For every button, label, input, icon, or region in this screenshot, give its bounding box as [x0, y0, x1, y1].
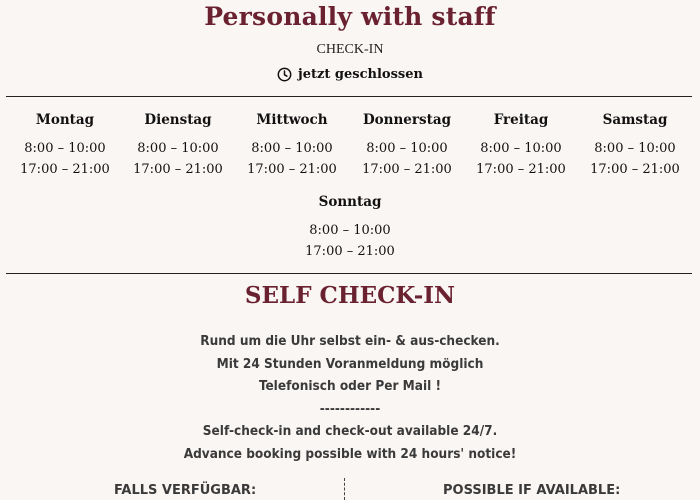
info-line: Rund um die Uhr selbst ein- & aus-checken. — [200, 333, 500, 349]
time-slot-evening: 17:00 – 21:00 — [476, 162, 566, 177]
clock-icon — [277, 67, 292, 82]
info-line: Advance booking possible with 24 hours' notice! — [183, 445, 517, 462]
time-slot-morning: 8:00 – 10:00 — [366, 141, 448, 156]
time-slot-morning: 8:00 – 10:00 — [137, 141, 219, 156]
info-line: Self-check-in and check-out available 24/7. — [202, 423, 498, 440]
schedule-day-tuesday — [123, 112, 233, 180]
time-slot-morning: 8:00 – 10:00 — [24, 141, 106, 156]
divider-top — [6, 96, 692, 97]
time-slot-evening: 17:00 – 21:00 — [590, 162, 680, 177]
checkin-subtitle: CHECK-IN — [316, 42, 384, 57]
time-slot-morning: 8:00 – 10:00 — [594, 141, 676, 156]
schedule-day-wednesday — [237, 112, 347, 180]
day-name: Samstag — [602, 112, 668, 128]
availability-heading-en: POSSIBLE IF AVAILABLE: — [443, 483, 621, 498]
schedule-day-friday — [466, 112, 576, 180]
time-slot-evening: 17:00 – 21:00 — [247, 162, 337, 177]
status-text: jetzt geschlossen — [298, 67, 423, 82]
schedule-day-saturday — [580, 112, 690, 180]
time-slot-morning: 8:00 – 10:00 — [480, 141, 562, 156]
info-line: Telefonisch oder Per Mail ! — [258, 378, 442, 395]
availability-heading-de: FALLS VERFÜGBAR: — [114, 483, 257, 498]
day-name: Mittwoch — [256, 112, 328, 128]
info-line: Mit 24 Stunden Voranmeldung möglich — [216, 355, 484, 372]
day-name: Freitag — [493, 112, 549, 128]
opening-status — [0, 67, 700, 82]
day-name: Donnerstag — [362, 112, 452, 128]
time-slot-morning: 8:00 – 10:00 — [309, 223, 391, 238]
schedule-day-monday — [10, 112, 120, 180]
day-name: Sonntag — [318, 194, 382, 210]
time-slot-evening: 17:00 – 21:00 — [133, 162, 223, 177]
page-title: Personally with staff — [204, 2, 496, 31]
schedule-day-sunday — [295, 194, 405, 262]
self-checkin-info — [0, 330, 700, 466]
time-slot-morning: 8:00 – 10:00 — [251, 141, 333, 156]
time-slot-evening: 17:00 – 21:00 — [20, 162, 110, 177]
schedule-day-thursday — [352, 112, 462, 180]
column-divider — [344, 478, 345, 500]
self-checkin-title: SELF CHECK-IN — [244, 282, 456, 309]
time-slot-evening: 17:00 – 21:00 — [305, 244, 395, 259]
time-slot-evening: 17:00 – 21:00 — [362, 162, 452, 177]
day-name: Montag — [35, 112, 95, 128]
day-name: Dienstag — [144, 112, 212, 128]
divider-bottom — [6, 273, 692, 274]
info-separator: ------------ — [319, 400, 381, 417]
